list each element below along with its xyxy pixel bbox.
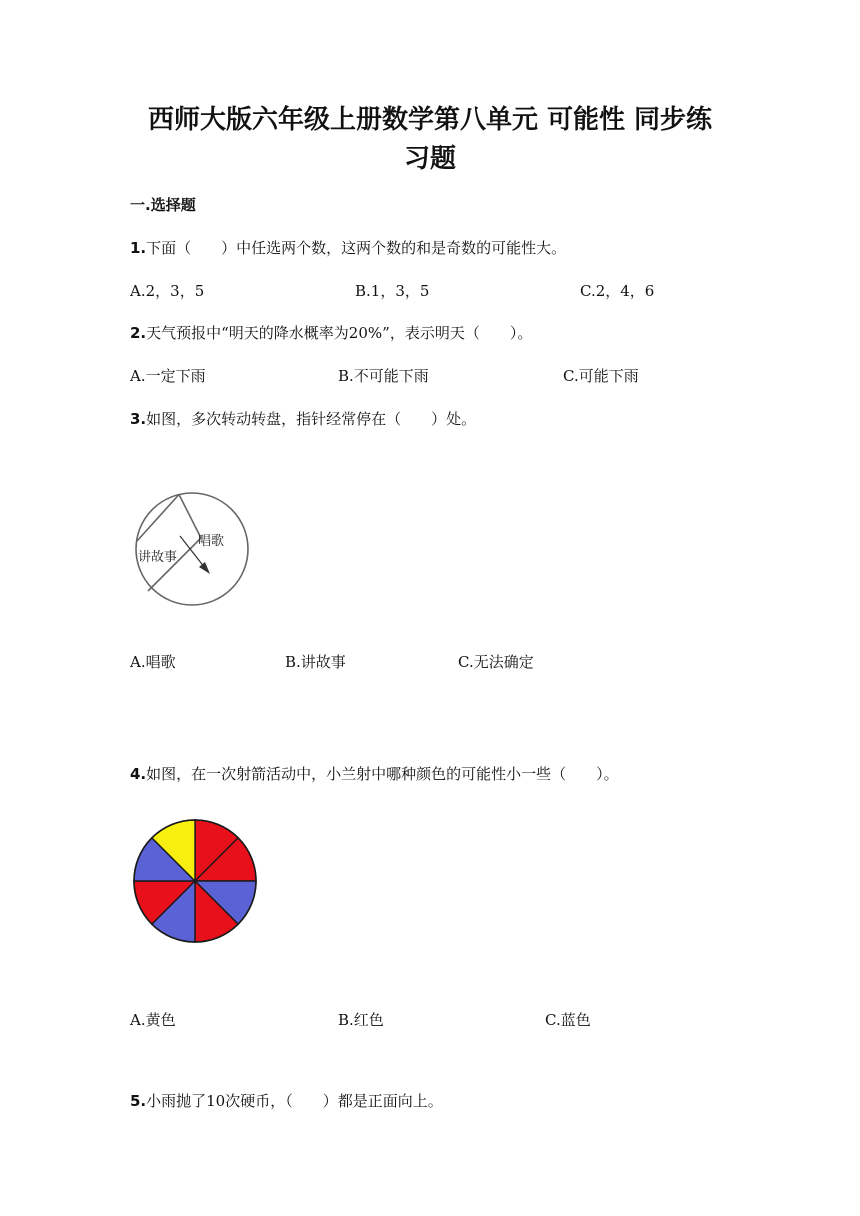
question-text: 如图，多次转动转盘，指针经常停在（ ）处。	[146, 410, 477, 428]
q3-option-b[interactable]: B.讲故事	[285, 653, 346, 671]
question-number: 4.	[130, 765, 147, 783]
q2-option-c[interactable]: C.可能下雨	[563, 367, 639, 385]
page-title-line2: 习题	[403, 144, 456, 174]
spinner-figure	[130, 490, 255, 608]
page-title-line1: 西师大版六年级上册数学第八单元 可能性 同步练	[147, 105, 713, 135]
q4-option-b[interactable]: B.红色	[338, 1011, 384, 1029]
question-number: 3.	[130, 410, 147, 428]
pointer-arrowhead-icon	[199, 562, 210, 574]
question-number: 1.	[130, 239, 147, 257]
question-text: 下面（ ）中任选两个数，这两个数的和是奇数的可能性大。	[146, 239, 567, 257]
question-text: 天气预报中“明天的降水概率为20%”，表示明天（ ）。	[146, 324, 533, 342]
q3-option-c[interactable]: C.无法确定	[458, 653, 534, 671]
question-1	[130, 237, 566, 258]
q1-option-b[interactable]: B.1，3，5	[355, 282, 430, 300]
question-number: 5.	[130, 1092, 147, 1110]
q4-option-a[interactable]: A.黄色	[130, 1011, 176, 1029]
spinner-label-sing: 唱歌	[198, 534, 225, 549]
archery-target-figure	[132, 818, 258, 944]
question-5	[130, 1090, 443, 1111]
question-2	[130, 322, 532, 343]
question-4	[130, 763, 619, 784]
q3-option-a[interactable]: A.唱歌	[130, 653, 176, 671]
q2-option-b[interactable]: B.不可能下雨	[338, 367, 429, 385]
q2-option-a[interactable]: A.一定下雨	[130, 367, 206, 385]
question-number: 2.	[130, 324, 147, 342]
q4-option-c[interactable]: C.蓝色	[545, 1011, 591, 1029]
spinner-label-story: 讲故事	[138, 550, 178, 565]
q1-option-c[interactable]: C.2，4，6	[580, 282, 655, 300]
question-text: 小雨抛了10次硬币，（ ）都是正面向上。	[146, 1092, 443, 1110]
spinner-circle	[136, 493, 248, 605]
spinner-divider-top	[137, 495, 179, 542]
question-3	[130, 408, 476, 429]
q1-option-a[interactable]: A.2，3，5	[130, 282, 205, 300]
question-text: 如图，在一次射箭活动中，小兰射中哪种颜色的可能性小一些（ ）。	[146, 765, 619, 783]
spinner-divider-right	[179, 495, 201, 539]
section-heading: 一.选择题	[130, 196, 196, 214]
